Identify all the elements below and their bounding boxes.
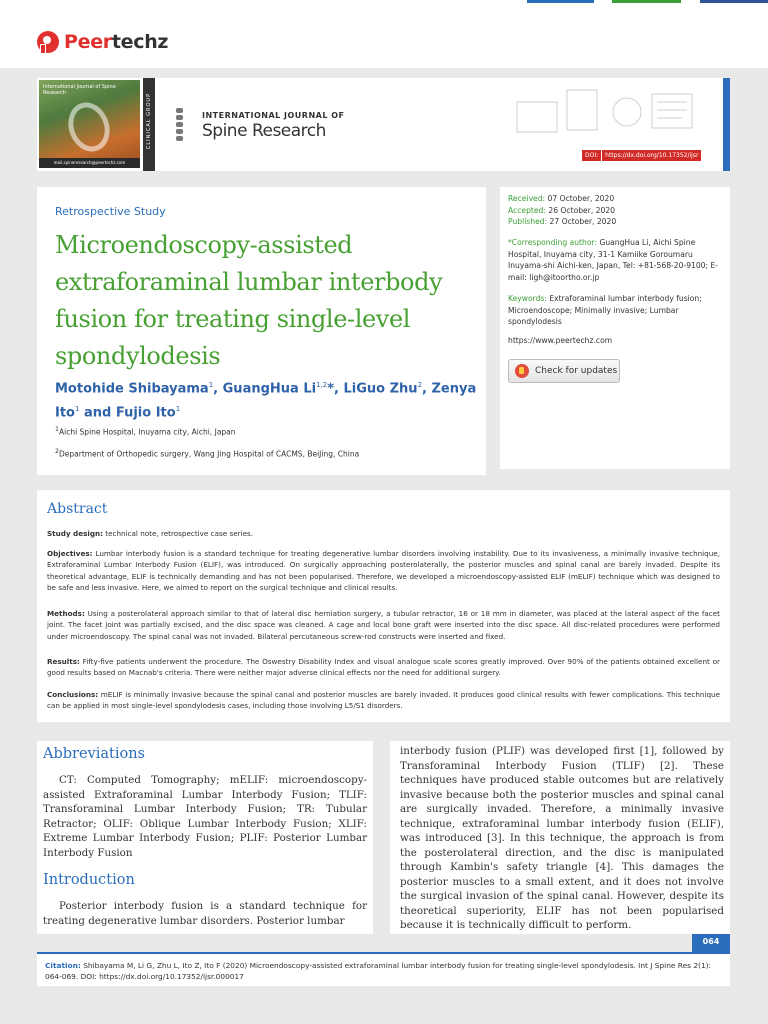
author-affiliation-sup: 1,2 [316,381,328,389]
introduction-text-left: Posterior interbody fusion is a standard technique for treating degenerative lumbar disorders. Posterior lumbar [43,900,367,927]
affiliation-1 [55,426,236,437]
abstract-objectives [47,548,720,594]
received-line [508,193,723,205]
header-accent-green [612,0,681,3]
author-affiliation-sup: 1 [74,405,80,414]
website-link[interactable]: https://www.peertechz.com [508,336,613,345]
results-text: Fifty-five patients underwent the procedure. The Oswestry Disability Index and visual analogue scale scores greatly improved. Over 90% of the patients obtained excellent or good results based on Macnab's criteria. There were neither major adverse clinical effects nor the need for additional surgery. [47,657,720,678]
publisher-logo[interactable] [37,31,168,53]
check-for-updates-label: Check for updates [535,366,618,376]
methods-label: Methods: [47,609,85,618]
abstract-methods [47,608,720,642]
doi-badge[interactable] [582,150,701,161]
author-list [55,375,480,424]
author-separator: , [334,381,344,397]
publisher-logo-icon [37,31,59,53]
keywords-block [508,293,723,328]
author-affiliation-sup: 1 [175,405,181,414]
banner-accent-edge [723,78,730,171]
introduction-text-right: interbody fusion (PLIF) was developed first [1], followed by Transforaminal Interbody Fusion (TLIF) [2]. These techniques have produced stable outcomes but are relatively invasive because both the posterior muscles and spinal canal are surgically invaded. Therefore, a minimally invasive technique, extraforaminal lumbar interbody fusion (ELIF), was introduced [3]. In this technique, the approach is from the posterolateral direction, and the disc is manipulated through Kambin's safety triangle [4]. This damages the posterior muscles to a small extent, and it does not involve the surgical invasion of the spinal canal. However, despite its theoretical superiority, ELIF has not been popularised because it is technically difficult to perform. [400,745,724,931]
conclusions-label: Conclusions: [47,690,99,699]
study-design-label: Study design: [47,529,103,538]
site-header [0,0,768,68]
affiliation-2 [55,448,359,459]
abbreviations-heading: Abbreviations [43,746,145,762]
author-separator: and [79,405,116,421]
publisher-name-part2: techz [111,31,169,53]
author-name: LiGuo Zhu [343,381,418,397]
crossmark-icon [515,364,529,378]
study-design-text: technical note, retrospective case series. [102,529,254,538]
affiliation-2-text: Department of Orthopedic surgery, Wang Jing Hospital of CACMS, BeiJing, China [58,449,360,459]
doi-link[interactable]: https://dx.doi.org/10.17352/ijsr [601,150,701,161]
received-date: 07 October, 2020 [547,194,615,203]
journal-cover-image [39,80,140,168]
publisher-name-part1: Peer [64,31,112,53]
citation-label: Citation: [45,961,81,970]
cover-spine-graphic [62,97,117,158]
introduction-heading: Introduction [43,872,135,888]
abstract-study-design [47,528,720,539]
accepted-label: Accepted: [508,205,546,215]
cover-title: International Journal of Spine Research [43,84,116,96]
banner-sketch-graphic [507,82,717,142]
published-label: Published: [508,217,548,226]
abstract-conclusions [47,689,720,712]
abstract-heading: Abstract [47,501,108,517]
author-name: Zenya Ito [55,381,477,421]
dates-block [508,193,723,228]
published-line [508,216,723,228]
right-column [390,741,730,934]
header-accent-blue-2 [700,0,768,3]
article-info-card [500,187,730,469]
clinical-group-label: CLINICAL GROUP [146,92,152,150]
abbreviations-text: CT: Computed Tomography; mELIF: microendoscopy-assisted Extraforaminal Lumbar Interbody Fusion; TLIF: Transforaminal Lumbar Interbody Fusion; TR: Tubular Retractor; OLIF: Oblique Lumbar Interbody Fusion; XLIF: Extreme Lumbar Interbody Fusion; PLIF: Posterior Lumbar Interbody Fusion [43,774,367,859]
objectives-text: Lumbar interbody fusion is a standard technique for treating degenerative lumbar disorders involving instability. Due to its invasiveness, a minimally invasive technique, Extraforaminal Lumbar Interbody Fusion (ELIF), was introduced. On surgically approaching posterolaterally, the posterior muscles and spinal canal are barely invaded. Despite its theoretical advantage, ELIF is technically demanding and has not been popularised. Therefore, we developed a microendoscopy-assisted ELIF (mELIF) technique which was designed to be safe and less invasive. Here, we aimed to report on the surgical technique and clinical results. [47,549,720,593]
corresponding-mark: * [327,381,335,397]
author-name: GuangHua Li [222,381,317,397]
objectives-label: Objectives: [47,549,93,558]
accepted-date: 26 October, 2020 [548,205,615,215]
journal-banner [37,78,730,171]
cover-footer: mail.spineresearch@peertechz.com [39,158,140,168]
published-date: 27 October, 2020 [549,217,617,226]
abstract-card [37,490,730,722]
author-separator: , [213,381,223,397]
keywords-text: Extraforaminal lumbar interbody fusion; Microendoscope; Minimally invasive; Lumbar spondylodesis [508,294,702,326]
article-type: Retrospective Study [55,205,166,218]
corresponding-label: *Corresponding author: [508,238,598,247]
author-name: Motohide Shibayama [55,381,209,397]
affiliation-1-sup: 1 [55,426,59,433]
accepted-line [508,205,723,217]
article-title: Microendoscopy-assisted extraforaminal lumbar interbody fusion for treating single-level spondylodesis [55,231,443,370]
author-affiliation-sup: 1 [208,381,214,389]
affiliation-2-sup: 2 [55,448,59,455]
citation-footer [37,952,730,986]
header-accent-blue-1 [527,0,594,3]
spine-logo-icon [167,108,191,142]
results-label: Results: [47,657,80,666]
affiliation-1-text: Aichi Spine Hospital, Inuyama city, Aichi, Japan [58,427,236,437]
check-for-updates-button[interactable] [508,359,620,383]
page-number: 064 [692,934,730,952]
author-name: Fujio Ito [115,405,176,421]
keywords-label: Keywords: [508,294,547,303]
received-label: Received: [508,194,546,203]
corresponding-author-block [508,237,723,283]
citation-text: Shibayama M, Li G, Zhu L, Ito Z, Ito F (2020) Microendoscopy-assisted extraforaminal lumbar interbody fusion for treating single-level spondylodesis. Int J Spine Res 2(1): 064-069. DOI: https://dx.doi.org/10.17352/ijsr.000017 [45,961,712,981]
conclusions-text: mELIF is minimally invasive because the spinal canal and posterior muscles are barely invaded. It produces good clinical results with fewer complications. This technique can be applied in most single-level spondylodesis cases, including those involving L5/S1 disorders. [47,690,720,711]
abstract-results [47,656,720,679]
methods-text: Using a posterolateral approach similar to that of lateral disc herniation surgery, a tubular retractor, 16 or 18 mm in diameter, was placed at the lateral aspect of the facet joint. The facet joint was partially excised, and the disc space was cleaned. A cage and local bone graft were inserted into the disc space. All disc-related procedures were performed under microendoscopy. The spinal canal was not invaded. Bilateral percutaneous screw-rod constructs were inserted and fixed. [47,609,720,641]
left-column [37,741,373,934]
author-separator: , [422,381,432,397]
journal-name-line1: INTERNATIONAL JOURNAL OF [202,111,345,120]
title-card [37,187,486,475]
journal-name-line2: Spine Research [202,121,326,141]
clinical-group-strip [143,78,155,171]
author-affiliation-sup: 2 [417,381,423,389]
corresponding-text: GuangHua Li, Aichi Spine Hospital, Inuyama city, 31-1 Kamiike Goroumaru Inuyama-shi Aichi-ken, Japan, Tel: +81-568-20-9100; E-mail: ligh@itoortho.or.jp [508,238,719,282]
journal-name [202,111,345,141]
doi-label: DOI: [582,150,601,161]
